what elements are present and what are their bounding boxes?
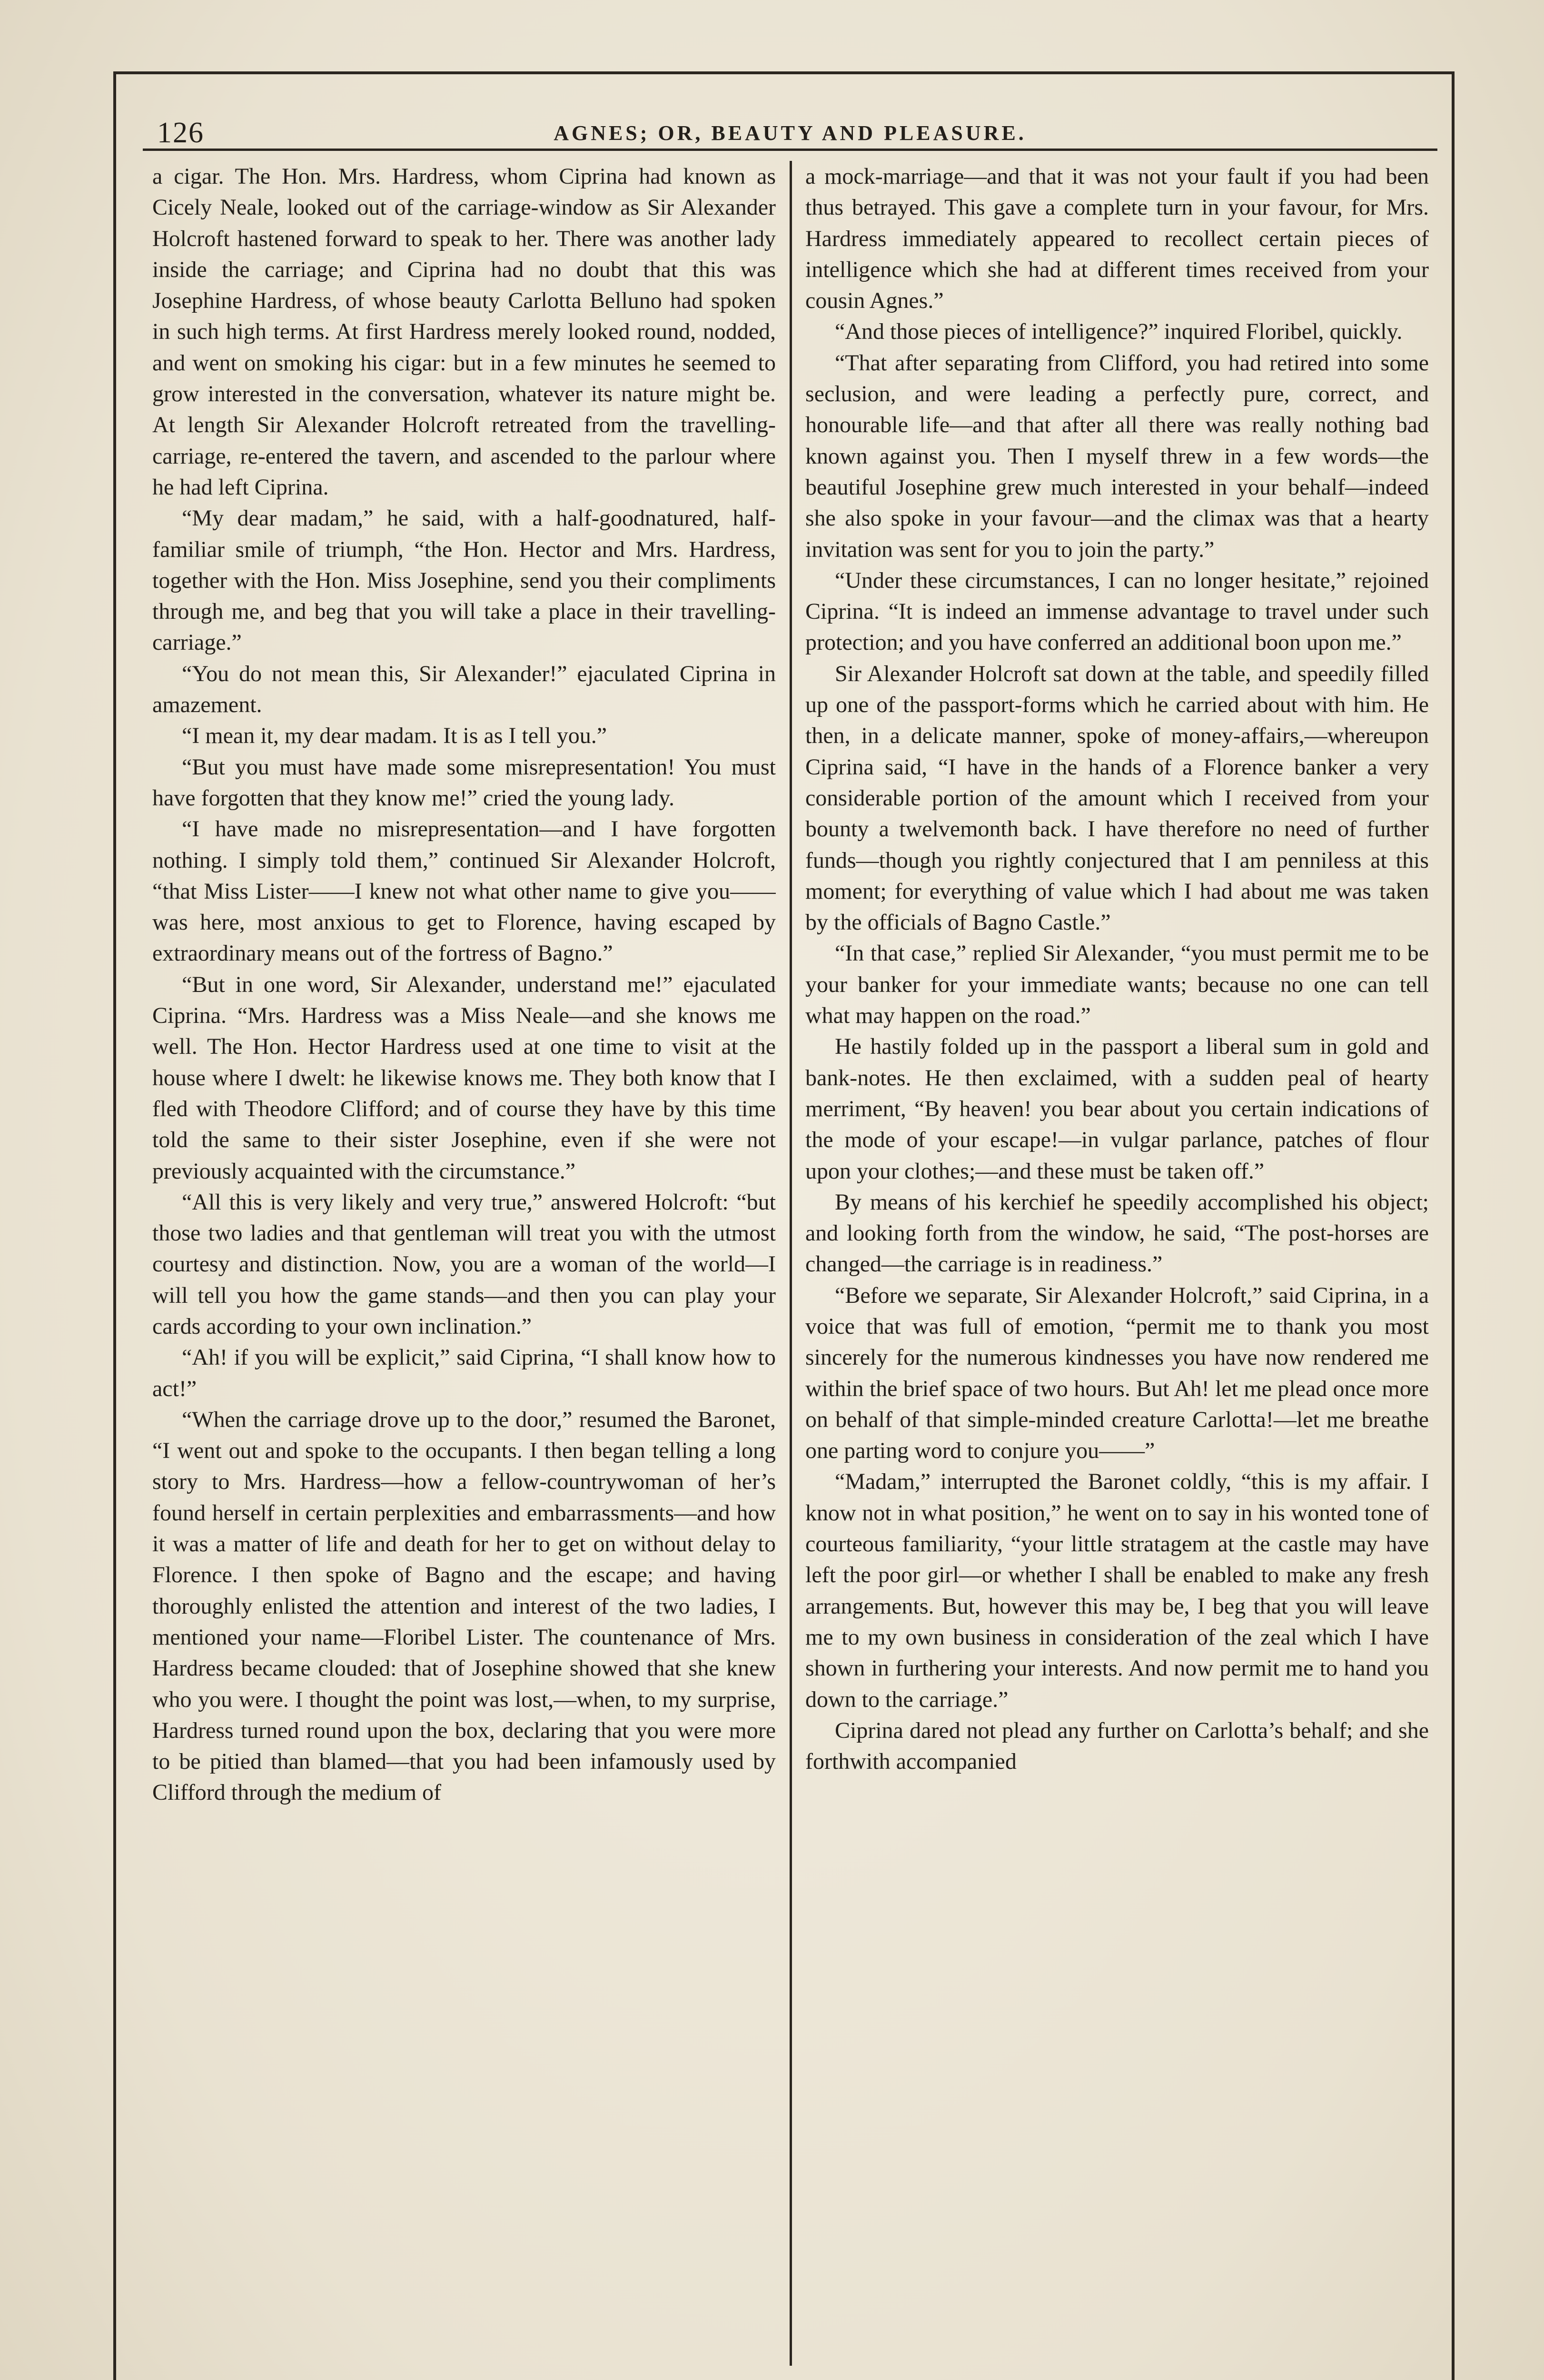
paragraph: He hastily folded up in the passport a liberal sum in gold and bank-notes. He then exclaimed, with a sudden peal of hearty merriment, “By heaven! you bear about you certain indications of the mode of your escape!—in vulgar parlance, patches of flour upon your clothes;—and these must be taken off.” bbox=[805, 1034, 1429, 1184]
paragraph: a mock-marriage—and that it was not your fault if you had been thus betrayed. This gave a complete turn in your favour, for Mrs. Hardress immediately appeared to recollect certain pieces of intelligence which she had at different times received from your cousin Agnes.” bbox=[805, 164, 1429, 314]
paragraph: “Ah! if you will be explicit,” said Ciprina, “I shall know how to act!” bbox=[152, 1345, 776, 1401]
paragraph: Sir Alexander Holcroft sat down at the table, and speedily filled up one of the passport-forms which he carried about with him. He then, in a delicate manner, spoke of money-affairs,—whereupon Ciprina said, “I have in the hands of a Florence banker a very considerable portion of the amount which I received from your bounty a twelvemonth back. I have therefore no need of further funds—though you rightly conjectured that I am penniless at this moment; for everything of value which I had about me was taken by the officials of Bagno Castle.” bbox=[805, 661, 1429, 935]
right-column bbox=[805, 161, 1429, 2366]
paragraph: “All this is very likely and very true,” answered Holcroft: “but those two ladies and that gentleman will treat you with the utmost courtesy and distinction. Now, you are a woman of the world—I will tell you how the game stands—and then you can play your cards according to your own inclination.” bbox=[152, 1189, 776, 1339]
paragraph: “But in one word, Sir Alexander, understand me!” ejaculated Ciprina. “Mrs. Hardress was a Miss Neale—and she knows me well. The Hon. Hector Hardress used at one time to visit at the house where I dwelt: he likewise knows me. They both know that I fled with Theodore Clifford; and of course they have by this time told the same to their sister Josephine, even if she were not previously acquainted with the circumstance.” bbox=[152, 972, 776, 1184]
paragraph: “That after separating from Clifford, you had retired into some seclusion, and were leading a perfectly pure, correct, and honourable life—and that after all there was really nothing bad known against you. Then I myself threw in a few words—the beautiful Josephine grew much interested in your behalf—indeed she also spoke in your favour—and the climax was that a hearty invitation was sent for you to join the party.” bbox=[805, 350, 1429, 562]
paragraph: “Madam,” interrupted the Baronet coldly, “this is my affair. I know not in what position,” he went on to say in his wonted tone of courteous familiarity, “your little stratagem at the castle may have left the poor girl—or whether I shall be enabled to make any fresh arrangements. But, however this may be, I beg that you will leave me to my own business in consideration of the zeal which I have shown in furthering your interests. And now permit me to hand you down to the carriage.” bbox=[805, 1469, 1429, 1712]
paragraph: “Before we separate, Sir Alexander Holcroft,” said Ciprina, in a voice that was full of emotion, “permit me to thank you most sincerely for the numerous kindnesses you have now rendered me within the brief space of two hours. But Ah! let me plead once more on behalf of that simple-minded creature Carlotta!—let me breathe one parting word to conjure you——” bbox=[805, 1282, 1429, 1464]
left-column bbox=[152, 161, 776, 2366]
paragraph: Ciprina dared not plead any further on Carlotta’s behalf; and she forthwith accompanied bbox=[805, 1717, 1429, 1775]
paragraph: By means of his kerchief he speedily accomplished his object; and looking forth from the window, he said, “The post-horses are changed—the carriage is in readiness.” bbox=[805, 1189, 1429, 1277]
paragraph: “When the carriage drove up to the door,” resumed the Baronet, “I went out and spoke to the occupants. I then began telling a long story to Mrs. Hardress—how a fellow-countrywoman of her’s found herself in certain perplexities and embarrassments—and how it was a matter of life and death for her to get on without delay to Florence. I then spoke of Bagno and the escape; and having thoroughly enlisted the attention and interest of the two ladies, I mentioned your name—Floribel Lister. The countenance of Mrs. Hardress became clouded: that of Josephine showed that she knew who you were. I thought the point was lost,—when, to my surprise, Hardress turned round upon the box, declaring that you were more to be pitied than blamed—that you had been infamously used by Clifford through the medium of bbox=[152, 1407, 776, 1805]
page-header bbox=[143, 110, 1437, 151]
text-columns bbox=[143, 161, 1437, 2366]
paragraph: “You do not mean this, Sir Alexander!” ejaculated Ciprina in amazement. bbox=[152, 661, 776, 718]
paragraph: “In that case,” replied Sir Alexander, “you must permit me to be your banker for your immediate wants; because no one can tell what may happen on the road.” bbox=[805, 941, 1429, 1029]
paragraph: “And those pieces of intelligence?” inquired Floribel, quickly. bbox=[835, 319, 1403, 345]
paragraph: a cigar. The Hon. Mrs. Hardress, whom Ciprina had known as Cicely Neale, looked out of the carriage-window as Sir Alexander Holcroft hastened forward to speak to her. There was another lady inside the carriage; and Ciprina had no doubt that this was Josephine Hardress, of whose beauty Carlotta Belluno had spoken in such high terms. At first Hardress merely looked round, nodded, and went on smoking his cigar: but in a few minutes he seemed to grow interested in the conversation, whatever its nature might be. At length Sir Alexander Holcroft retreated from the travelling-carriage, re-entered the tavern, and ascended to the parlour where he had left Ciprina. bbox=[152, 164, 776, 500]
paragraph: “My dear madam,” he said, with a half-goodnatured, half-familiar smile of triumph, “the Hon. Hector and Mrs. Hardress, together with the Hon. Miss Josephine, send you their compliments through me, and beg that you will take a place in their travelling-carriage.” bbox=[152, 506, 776, 655]
paragraph: “I mean it, my dear madam. It is as I tell you.” bbox=[182, 723, 607, 749]
paragraph: “But you must have made some misrepresentation! You must have forgotten that they know me!” cried the young lady. bbox=[152, 754, 776, 811]
page-number: 126 bbox=[157, 117, 204, 149]
paragraph: “Under these circumstances, I can no longer hesitate,” rejoined Ciprina. “It is indeed an immense advantage to travel under such protection; and you have conferred an additional boon upon me.” bbox=[805, 567, 1429, 655]
paragraph: “I have made no misrepresentation—and I have forgotten nothing. I simply told them,” continued Sir Alexander Holcroft, “that Miss Lister——I knew not what other name to give you——was here, most anxious to get to Florence, having escaped by extraordinary means out of the fortress of Bagno.” bbox=[152, 816, 776, 966]
running-title: AGNES; OR, BEAUTY AND PLEASURE. bbox=[554, 121, 1027, 145]
column-divider bbox=[790, 161, 792, 2366]
